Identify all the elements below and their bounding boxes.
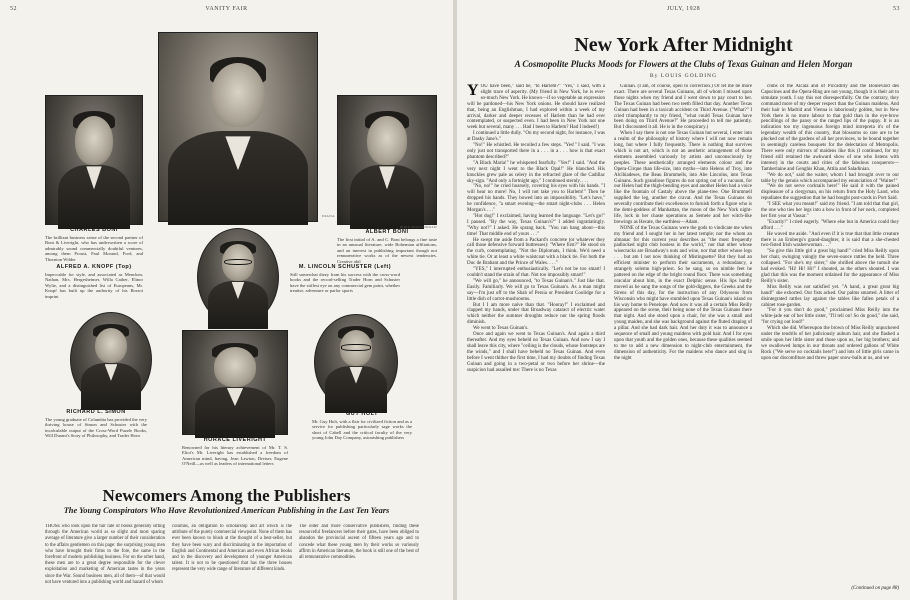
right-running-head: JULY, 1928	[666, 6, 701, 12]
caption-name: GUY HOLT	[346, 411, 378, 417]
caption-richard-simon	[45, 410, 147, 439]
paragraph: "We will go," he announced, "to Texas Guinan's." Just like that. Easily. Familiarly. We will go to Texas Guinan's. As a man might say—I'm just off to the Shah of Persia or President Coolidge for a little dish of carrot-mushrooms.	[467, 278, 605, 302]
caption-name: M. LINCOLN SCHUSTER (Left)	[298, 264, 392, 270]
photo-large-portrait	[158, 32, 318, 222]
paragraph: "We do not serve cocktails here!" He said it with the pained displeasure of a clergyman, on his return from the Holy Land, who repudiates the suggestion that he had bought post-cards in Port Said.	[761, 184, 899, 202]
text-column-1	[467, 84, 605, 594]
caption-text: The first initial of A. and C. Boni belongs a fine taste in an unusual literature, wide Bohemian affiliations, and an interest in publishing important though not remunerative works as of the newest tendencies. Creative abil	[337, 236, 437, 264]
caption-charles-boni	[45, 228, 143, 263]
right-page	[457, 0, 910, 600]
paragraph: We went to Texas Guinan's.	[473, 326, 529, 332]
photo-oval-glasses-portrait	[197, 228, 279, 326]
body-column-3: The older and more conservative publishers, finding these resourceful freelancers before their gates, have been obliged to abandon the provincial ascent of fifteen years ago and to concede what these young men by their works so variously affirm in American literature, the book is still one of the best of all remunerative commodities.	[299, 524, 419, 561]
right-folio: 53	[893, 6, 900, 12]
left-folio: 52	[10, 6, 17, 12]
caption-text: The brilliant business sense of the second partner of Boni & Liveright, who has underwritten a score of admirably sound commercially doubtful ventures, among them Proust, Paul Morand, Ford, and Thornton Wilder	[45, 234, 143, 262]
article-subheadline: The Young Conspirators Who Have Revolutionized American Publishing in the Last Ten Years	[63, 506, 390, 515]
paragraph: "For it you don't do good," proclaimed Miss Reilly into the white-jade ear of her little sister, "I'll tell on! So do good," she said, "for crying out loud!"	[761, 308, 899, 326]
caption-guy-holt	[312, 412, 412, 441]
photo-charles-boni	[45, 95, 143, 225]
paragraph: "I SEE what you meant!" said my friend. "I am told that that girl, the one who ties her legs into a bow in front of her neck, completed her first year at Vassar."	[761, 202, 899, 219]
body-column-1: THOSE who look upon the fair rate of books generally sifting through the American world as so slight and most sparing average of literature give a larger number of their consideration to the affairs gentlemen on this page: the surprising young men who have brought their firms to the fore, the same in the forefront of modern publishing business. For on the other hand, these men are to a great degree responsible for the clever exploitation and marketing of American tastes in the years since the War. Sound business men, all of them—of that would not have ventured into a publishing world and hazard of whom	[45, 524, 165, 585]
paragraph: Guinan. (I am, of course, open to correction.) Or let me be more exact. There are several Texas Guinans, all of whom I missed upon those nights when my friend and I went down to pay court to her. The Texas Guinan had been two teeth filled that day. Another Texas Guinan had been in a taxicab accident on Third Avenue. ("What?" I cried triumphantly to my friend, "what could Texas Guinan have been doing on Third Avenue?" He proceeded to tell me patiently. But I discounted it all. He is in the conspiracy.)	[614, 84, 752, 131]
caption-horace-liveright	[182, 438, 288, 467]
caption-text: Renowned for his literary achievement of Mr. T. S. Eliot's Mr. Liveright has established a freedom of American mind, having, Jean Lawton, Dreiser, Eugene O'Neill—as well as leaders of international letters	[182, 444, 288, 467]
caption-albert-boni	[337, 230, 437, 265]
paragraph: He swept me aside from a Packard's concrete (or whatever they call those defensive forward buttresses): "Where first?" He stood on the curb, contemplating. "Not the Diplomats, I think. We'd need a white tie. Or at least a white waistcoat with a black tie. For both the Duc de Brabant and the Prince of Wales. . . ."	[467, 237, 605, 267]
paragraph: Which she did. Whereupon the brown of Miss Reilly unpuckered under the tendrils of her judiciously auburn hair, and she flashed a smile upon her little sister and those upon us, her big brothers; and we swallowed lumps in our throats and ordered gallons of White Rock ("We serve no cocktails here!") and lots of little girls came in upon our discomfiture and threw paper snow-balls at us, and we	[761, 326, 899, 361]
caption-name: ALFRED A. KNOPF (Top)	[56, 264, 132, 270]
paragraph: "Hot dog!" I exclaimed, having learned the language. "Let's go!" I paused. "By the way, Texas Guinan's?" I added ingratiatingly. "Why not?" I asked. He sprang back. "You can hang about—this time! That middle end of yours . . ."	[467, 213, 605, 237]
paragraph: "A Black Maria!" he whispered fearfully. "Yes!" I said. "And the very next night I went to the Black Opal!" He blanched. His knuckles grew pale as celery in the refracted glare of the Cadillac sky-sign. "And only a fortnight ago," I continued sternly. . . .	[467, 160, 605, 184]
caption-alfred-knopf	[45, 265, 143, 300]
paragraph: Once and again we went to Texas Guinan's. And again a third thereafter. And my eyes beheld no Texas Guinan. And now I say I shall leave this city, where "ceiling is the clouds, whose footsteps are the winds," and I shall have beheld no Texas Guinan. And even before I went thither the first time, I had my doubts of finding Texas Guinan and going in a two-petal or two before her shrine—the suspicion had assailed me: There is no Texas	[467, 332, 605, 373]
paragraph: I continued a little dully. "On my second night, for instance, I was at Dasky Jane's."	[467, 131, 605, 143]
caption-text: Impeccable for style, and associated as Mencken, Nathan, Mrs. Hergesheimer, Willa Cather, Elinor Wylie, and a distinguished list of Europeans, Mr. Knopf has built up the authority of his Borzoi imprint	[45, 271, 143, 299]
left-running-head: VANITY FAIR	[205, 6, 248, 12]
photo-guy-holt	[314, 314, 398, 410]
paragraph: NONE of the Texas Guinans were the gods to vindicate me when my friend and I sought her in her latest temple; nor the whom an almanac for this current year describes as "the most frequently padlocked night club hostess in the world," nor that other whose wisecracks are Broadway's nuts and wine, nor that other whose legs . . . but am I not now thinking of Mistinguette? But they had an efficient minister to perform their sacraments, a redundancy, a strangely solemn high-priest. So he sang, so on nimble feet he pattered on the edge of the bright round floor. There was something oracular about him, in the exact Delphic sense. His lips hardly moved as he sang the songs of the gold-diggers, the Greeks and the Sirens of this day, for the instruction of any Odysseus from Wisconsin who might have stumbled upon Texas Guinan's island on his way home to Penelope. And now it was all a certain Miss Reilly appeared on the scene, their being none of the Texas Guinans there that night. And she stood upon a chair, for she was a small and young maiden, and she was background against the fluted draping of a pillar. And she had dark hair. And her duty it was to announce a sequence of small and young maidens with gold hair. And I for eyes upon that youth and the golden ones, because these qualities seemed to me to add a new dimension to night-club entertainment, the dimension of authenticity. For the maidens who dance and sing in the night	[614, 225, 752, 361]
article-headline: Newcomers Among the Publishers	[102, 486, 351, 505]
photo-credit: PIRIE MACDONALD	[400, 225, 437, 229]
paragraph: "So give this little girl a great big hand!" cried Miss Reilly upon her chair, swinging vaingly the seven-ounce rattles the held. Three collapsed. "For she's my sister," she shrilled above the tumult she had evoked. "Hi! Hi! Hi!" I shouted, as the others shouted. I was glad that this was the moment ordained for the appearance of Miss Reilly's sister.	[761, 249, 899, 284]
caption-text: Still somewhat dizzy from his success with the cross-word books and the record-selling Trader Horn and Schuster have the stiffest eye on any commercial gem point, whether treatise, adventure or parlor sports	[290, 271, 400, 294]
continued-note: (Continued on page 88)	[851, 586, 899, 591]
caption-name: HORACE LIVERIGHT	[203, 437, 267, 443]
text-column-2	[614, 84, 752, 594]
paragraph: YOU have been," said he, "to Harlem?" "Yes," I said, with a slight trace of asperity. (My friend in New York, he is ever-so-much New York. He knows—if so vegetable an expression will be pardoned—his New York onions. He should have realized that, being an Englishman, I had explored within a week of my arrival, darker and deeper recesses of Harlem than he had ever contemplated, or suspected even. I had been in New York not one week but several, many . . . Had I been to Harlem? Had I indeed!)	[467, 84, 605, 131]
paragraph: "No!" He whistled. He recoiled a few steps. "Yes!" I said. "I was only just not transported there in a . . . in a . . . how is that exact phantom described?"	[467, 143, 605, 160]
photo-richard-simon	[70, 312, 152, 407]
caption-text: The young graduate of Columbia has provided the very thriving house of Simon and Schuster with the incalculable output of the Cross-Word Puzzle Books, Will Durant's Story of Philosophy, and Trader Horn	[45, 416, 147, 439]
caption-lincoln-schuster	[290, 265, 400, 294]
caption-name: RICHARD L. SIMON	[66, 409, 126, 415]
caption-name: CHARLES BONI	[70, 227, 118, 233]
paragraph: "Exactly!" I cried eagerly. "Where else but in America could they afford . . ."	[761, 219, 899, 231]
paragraph: When I say there is not one Texas Guinan but several, I enter into a realm of the philosophy of history where I will not now remain long, but where I fully frequently. There is nothing that survives which is not art, which is not an aesthetic arrangement of those elements assembled variously by artists and unconsciously by peoples. These aesthetically arranged elements colour and the Opera-Cirque than life-size, into myths—into Helens of Troy, into Alcibiadeses, the Beau Brummells, into Abe Lincolns, into Texas Guinans. Such grandiose figures do not spring out of a vacuum, for our Helen had the thigh-bending eyes and another Helen had a voice like the fountain of Castaly above the plane-tree. One Brummell supplied the leg, another the cravat. And the Texas Guinans do severally contribute their excellences to furnish forth a figure who is the demi-goddess of Manhattan, the moon of the New York night-life, lock in her chaste operations as Semele and her witch-like brewings as Hecate, the earthless—Adam.	[614, 131, 752, 225]
left-page	[0, 0, 453, 600]
paragraph: "No, no!" he cried hoarsely, covering his eyes with his hands. "I will hear no more! No, I will not take you to Harlem!" Then he dropped his hands. They bowed into an impossibility. "Let's have," he confidence, "a smart evening—the smart night-clubs . . . Helen Morgan's . . ."	[467, 184, 605, 214]
photo-horace-liveright	[182, 330, 288, 435]
photo-credit: DIANA	[322, 214, 335, 218]
paragraph: Miss Reilly was not satisfied yet. "A hand, a great great big hand!" she exhorted. Our fists acked. Our palms smarted. A litter of disintegrated rattles lay against the tables like fallen petals of a cabinet rose-garden.	[761, 284, 899, 308]
paragraph: But I I am more naive than that. "Hooray!" I exclaimed and clapped my hands, under that Broadway cataract of electric water which neither the summer droughts reduce nor the spring floods diminish.	[467, 302, 605, 326]
body-column-2: columns, an obligation to scholarship and art which is the attribute of the purely commercial viewpoint. None of them has ever been known to blush at the thought of a best-seller, but they have been wary and discriminating in the importation of English and Continental and American and even African books and in the discovery and development of younger American talent. It is not to be questioned that has the three houses represent the very wide range of literature of different kinds.	[172, 524, 292, 573]
article-deck: A Cosmopolite Plucks Moods for Flowers at the Clubs of Texas Guinan and Helen Morgan	[514, 59, 853, 69]
paragraph: "We do not," said the waiter, whom I had brought over to our table by the genuis which accompanied my enunciation of "Waiter!"	[761, 172, 899, 184]
text-column-3	[761, 84, 899, 584]
caption-name: ALBERT BONI	[365, 229, 409, 235]
article-title: New York After Midnight	[574, 34, 793, 56]
article-byline: By LOUIS GOLDING	[649, 73, 718, 79]
paragraph: clubs of the Alcala and of Piccadilly and the Boulevard des Capucines and the Opera-Ring are not young, though it is their art to simulate youth. I say this not disrespectfully. On the contrary, they command more of my deeper respect than the Guinan maidens. And their hair in Madrid and Vienna is laboriously golden, but in New York there is no more labour to that gold than in the eye-brow pencillings of the pansy or the ranged lips of the puppy. It is an indication too my ingenuous foreign mind intrepreta it's of the legendary wealth of this country, that blossoms so rare are to be plucked out of the gardens of all her provinces, to be bound together in seemingly careless bouquets for the delectation of Metropolis. There were only mirrors of maidens like this (I continued, for my friend still retained the awkward show of one who listens with interest) in the courts and cities of the fabulous conquerors—Tamberlaine and Genghis Khan, Attila and Saladinian.	[761, 84, 899, 172]
photo-albert-boni	[337, 95, 437, 225]
paragraph: "YES," I interrupted enthusiastically. "Let's not be too smart! I couldn't stand the strain of that. Not too impossibly smart!"	[467, 267, 605, 278]
paragraph: He waved me aside. "And even if it is true that that little creature there is an Ernbergs's grand-daughter, it is said that a she-chested two-fisted Irish washerwoman . . ."	[761, 231, 899, 249]
drop-cap: Y	[467, 84, 479, 99]
caption-text: Mr. Guy Holt, with a flair for civilized fiction and as a service for publishing particularly sage works the short of Cabell and the critical faculty of the very young John Day Company, astonishing publishers	[312, 418, 412, 441]
